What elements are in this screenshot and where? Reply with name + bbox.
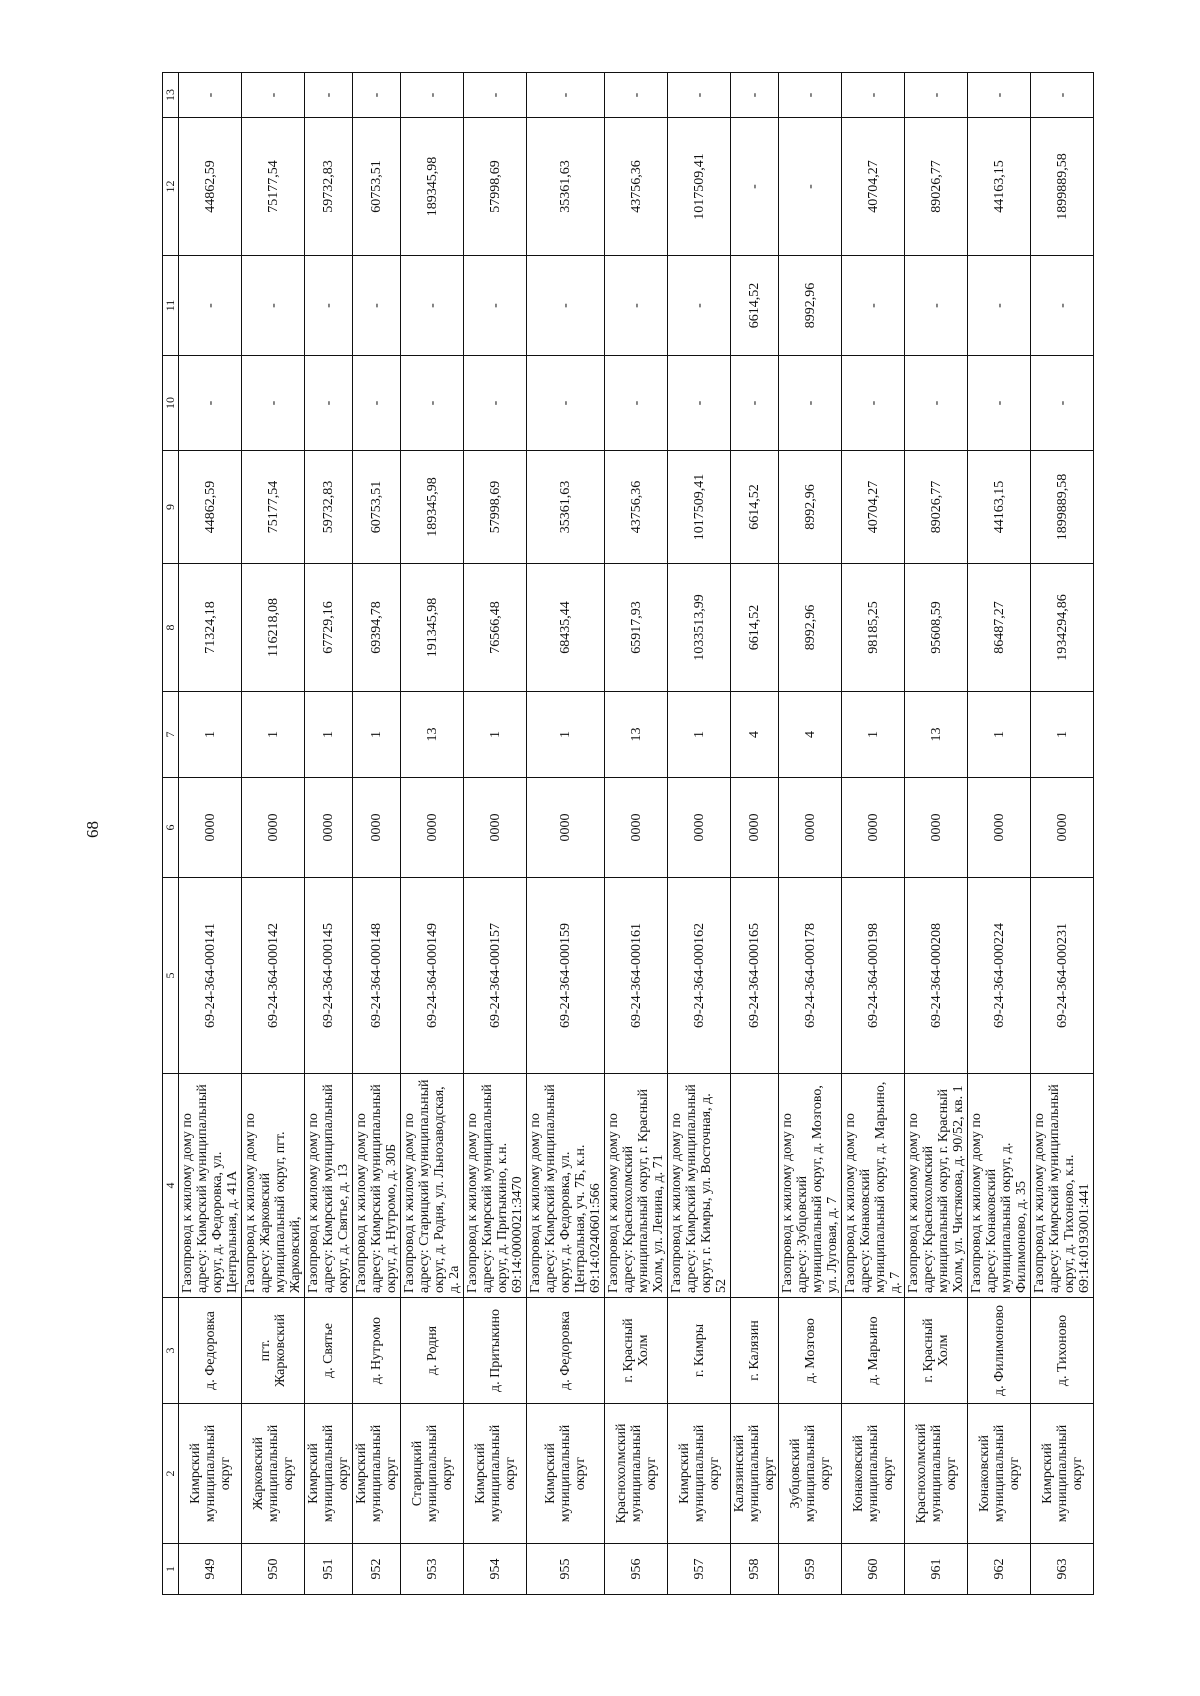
col9-cell: 59732,83 — [305, 451, 353, 564]
district-cell: Старицкий муниципальный округ — [401, 1404, 464, 1544]
locality-cell: г. Красный Холм — [605, 1298, 668, 1404]
column-number-9: 9 — [163, 451, 179, 564]
col10-cell: - — [905, 356, 968, 451]
district-cell: Конаковский муниципальный округ — [842, 1404, 905, 1544]
col6-cell: 0000 — [779, 778, 842, 878]
col12-cell: - — [731, 118, 779, 256]
district-cell: Конаковский муниципальный округ — [968, 1404, 1031, 1544]
locality-cell: г. Красный Холм — [905, 1298, 968, 1404]
col9-cell: 40704,27 — [842, 451, 905, 564]
col11-cell: - — [1031, 256, 1094, 356]
object-description-cell: Газопровод к жилому дому по адресу: Конаковский муниципальный округ, д. Марьино, д. 7 — [842, 1074, 905, 1298]
col6-cell: 0000 — [905, 778, 968, 878]
col12-cell: 189345,98 — [401, 118, 464, 256]
col11-cell: - — [464, 256, 527, 356]
col10-cell: - — [842, 356, 905, 451]
table-row — [464, 73, 527, 1595]
col11-cell: - — [353, 256, 401, 356]
col8-cell: 86487,27 — [968, 564, 1031, 692]
col13-cell: - — [731, 73, 779, 118]
col10-cell: - — [605, 356, 668, 451]
col13-cell: - — [353, 73, 401, 118]
col11-cell: - — [605, 256, 668, 356]
locality-cell: д. Тихоново — [1031, 1298, 1094, 1404]
col9-cell: 1899889,58 — [1031, 451, 1094, 564]
col9-cell: 189345,98 — [401, 451, 464, 564]
col6-cell: 0000 — [401, 778, 464, 878]
col12-cell: - — [779, 118, 842, 256]
col10-cell: - — [353, 356, 401, 451]
col7-cell: 13 — [401, 692, 464, 778]
object-description-cell: Газопровод к жилому дому по адресу: Кимрский муниципальный округ, д. Святье, д. 13 — [305, 1074, 353, 1298]
locality-cell: д. Федоровка — [179, 1298, 242, 1404]
object-description-cell: Газопровод к жилому дому по адресу: Кимрский муниципальный округ, д. Федоровка, ул. Центральная, д. 41А — [179, 1074, 242, 1298]
locality-cell: г. Калязин — [731, 1298, 779, 1404]
col10-cell: - — [527, 356, 605, 451]
locality-cell: д. Марьино — [842, 1298, 905, 1404]
col8-cell: 65917,93 — [605, 564, 668, 692]
locality-cell: д. Притыкино — [464, 1298, 527, 1404]
col13-cell: - — [527, 73, 605, 118]
rotated-table-container — [162, 73, 1092, 1595]
table-row — [968, 73, 1031, 1595]
col11-cell: - — [242, 256, 305, 356]
locality-cell: д. Святье — [305, 1298, 353, 1404]
col8-cell: 95608,59 — [905, 564, 968, 692]
row-number: 962 — [968, 1544, 1031, 1595]
column-number-3: 3 — [163, 1298, 179, 1404]
object-code-cell: 69-24-364-000165 — [731, 878, 779, 1074]
col10-cell: - — [1031, 356, 1094, 451]
col11-cell: 6614,52 — [731, 256, 779, 356]
col6-cell: 0000 — [242, 778, 305, 878]
column-number-6: 6 — [163, 778, 179, 878]
district-cell: Кимрский муниципальный округ — [464, 1404, 527, 1544]
col11-cell: - — [305, 256, 353, 356]
object-code-cell: 69-24-364-000198 — [842, 878, 905, 1074]
col9-cell: 43756,36 — [605, 451, 668, 564]
row-number: 955 — [527, 1544, 605, 1595]
col8-cell: 8992,96 — [779, 564, 842, 692]
table-row — [605, 73, 668, 1595]
row-number: 949 — [179, 1544, 242, 1595]
col9-cell: 44862,59 — [179, 451, 242, 564]
col6-cell: 0000 — [968, 778, 1031, 878]
locality-cell: г. Кимры — [668, 1298, 731, 1404]
object-code-cell: 69-24-364-000141 — [179, 878, 242, 1074]
object-code-cell: 69-24-364-000159 — [527, 878, 605, 1074]
col7-cell: 1 — [179, 692, 242, 778]
col8-cell: 6614,52 — [731, 564, 779, 692]
col12-cell: 43756,36 — [605, 118, 668, 256]
col12-cell: 1899889,58 — [1031, 118, 1094, 256]
col7-cell: 1 — [1031, 692, 1094, 778]
table-row — [842, 73, 905, 1595]
district-cell: Кимрский муниципальный округ — [305, 1404, 353, 1544]
col11-cell: - — [968, 256, 1031, 356]
row-number: 954 — [464, 1544, 527, 1595]
locality-cell: д. Родня — [401, 1298, 464, 1404]
col9-cell: 75177,54 — [242, 451, 305, 564]
column-number-13: 13 — [163, 73, 179, 118]
col11-cell: - — [179, 256, 242, 356]
col10-cell: - — [731, 356, 779, 451]
col11-cell: - — [842, 256, 905, 356]
col9-cell: 1017509,41 — [668, 451, 731, 564]
column-number-11: 11 — [163, 256, 179, 356]
col7-cell: 1 — [353, 692, 401, 778]
col13-cell: - — [668, 73, 731, 118]
column-number-4: 4 — [163, 1074, 179, 1298]
col7-cell: 13 — [605, 692, 668, 778]
col10-cell: - — [305, 356, 353, 451]
col12-cell: 1017509,41 — [668, 118, 731, 256]
district-cell: Кимрский муниципальный округ — [527, 1404, 605, 1544]
col10-cell: - — [401, 356, 464, 451]
page-number: 68 — [83, 821, 102, 838]
column-number-header-row — [163, 73, 179, 1595]
col12-cell: 89026,77 — [905, 118, 968, 256]
register-table — [162, 72, 1094, 1595]
col8-cell: 71324,18 — [179, 564, 242, 692]
col7-cell: 1 — [305, 692, 353, 778]
col9-cell: 44163,15 — [968, 451, 1031, 564]
col6-cell: 0000 — [605, 778, 668, 878]
object-code-cell: 69-24-364-000224 — [968, 878, 1031, 1074]
col11-cell: - — [527, 256, 605, 356]
object-description-cell: Газопровод к жилому дому по адресу: Краснохолмский муниципальный округ, г. Красный Холм, ул. Чистякова, д. 90/52, кв. 1 — [905, 1074, 968, 1298]
object-code-cell: 69-24-364-000145 — [305, 878, 353, 1074]
col8-cell: 76566,48 — [464, 564, 527, 692]
col8-cell: 1934294,86 — [1031, 564, 1094, 692]
column-number-10: 10 — [163, 356, 179, 451]
table-body — [179, 73, 1094, 1595]
col12-cell: 44163,15 — [968, 118, 1031, 256]
col10-cell: - — [464, 356, 527, 451]
object-description-cell: Газопровод к жилому дому по адресу: Жарковский муниципальный округ, пгт. Жарковский, — [242, 1074, 305, 1298]
col8-cell: 67729,16 — [305, 564, 353, 692]
locality-cell: д. Филимоново — [968, 1298, 1031, 1404]
col7-cell: 1 — [464, 692, 527, 778]
col8-cell: 98185,25 — [842, 564, 905, 692]
column-number-2: 2 — [163, 1404, 179, 1544]
column-number-5: 5 — [163, 878, 179, 1074]
col8-cell: 191345,98 — [401, 564, 464, 692]
row-number: 960 — [842, 1544, 905, 1595]
col10-cell: - — [968, 356, 1031, 451]
col11-cell: - — [905, 256, 968, 356]
row-number: 961 — [905, 1544, 968, 1595]
col7-cell: 1 — [968, 692, 1031, 778]
col11-cell: - — [668, 256, 731, 356]
col13-cell: - — [605, 73, 668, 118]
object-description-cell: Газопровод к жилому дому по адресу: Кимрский муниципальный округ, д. Федоровка, ул. Центральная, уч. 7Б, к.н. 69:14:0240601:566 — [527, 1074, 605, 1298]
row-number: 952 — [353, 1544, 401, 1595]
col7-cell: 1 — [668, 692, 731, 778]
col12-cell: 57998,69 — [464, 118, 527, 256]
col10-cell: - — [668, 356, 731, 451]
col8-cell: 68435,44 — [527, 564, 605, 692]
object-description-cell: Газопровод к жилому дому по адресу: Кимрский муниципальный округ, г. Кимры, ул. Восточная, д. 52 — [668, 1074, 731, 1298]
table-row — [353, 73, 401, 1595]
column-number-12: 12 — [163, 118, 179, 256]
col12-cell: 35361,63 — [527, 118, 605, 256]
district-cell: Кимрский муниципальный округ — [353, 1404, 401, 1544]
object-code-cell: 69-24-364-000157 — [464, 878, 527, 1074]
row-number: 963 — [1031, 1544, 1094, 1595]
table-row — [305, 73, 353, 1595]
col12-cell: 40704,27 — [842, 118, 905, 256]
row-number: 953 — [401, 1544, 464, 1595]
col6-cell: 0000 — [668, 778, 731, 878]
table-row — [242, 73, 305, 1595]
locality-cell: пгт. Жарковский — [242, 1298, 305, 1404]
district-cell: Краснохолмский муниципальный округ — [605, 1404, 668, 1544]
column-number-8: 8 — [163, 564, 179, 692]
col12-cell: 75177,54 — [242, 118, 305, 256]
locality-cell: д. Мозгово — [779, 1298, 842, 1404]
object-code-cell: 69-24-364-000161 — [605, 878, 668, 1074]
object-description-cell: Газопровод к жилому дому по адресу: Кимрский муниципальный округ, д. Притыкино, к.н. 69:14:0000021:3470 — [464, 1074, 527, 1298]
column-number-7: 7 — [163, 692, 179, 778]
col11-cell: - — [401, 256, 464, 356]
col9-cell: 35361,63 — [527, 451, 605, 564]
col7-cell: 13 — [905, 692, 968, 778]
col13-cell: - — [401, 73, 464, 118]
col8-cell: 69394,78 — [353, 564, 401, 692]
col12-cell: 44862,59 — [179, 118, 242, 256]
col13-cell: - — [179, 73, 242, 118]
col10-cell: - — [779, 356, 842, 451]
column-number-1: 1 — [163, 1544, 179, 1595]
col7-cell: 4 — [731, 692, 779, 778]
table-row — [779, 73, 842, 1595]
col9-cell: 89026,77 — [905, 451, 968, 564]
col6-cell: 0000 — [305, 778, 353, 878]
district-cell: Кимрский муниципальный округ — [179, 1404, 242, 1544]
col13-cell: - — [779, 73, 842, 118]
object-code-cell: 69-24-364-000149 — [401, 878, 464, 1074]
locality-cell: д. Федоровка — [527, 1298, 605, 1404]
col6-cell: 0000 — [842, 778, 905, 878]
col6-cell: 0000 — [527, 778, 605, 878]
object-code-cell: 69-24-364-000178 — [779, 878, 842, 1074]
table-row — [401, 73, 464, 1595]
col10-cell: - — [179, 356, 242, 451]
object-description-cell: Газопровод к жилому дому по адресу: Зубцовский муниципальный округ, д. Мозгово, ул. Луговая, д. 7 — [779, 1074, 842, 1298]
col13-cell: - — [905, 73, 968, 118]
table-row — [1031, 73, 1094, 1595]
object-description-cell: Газопровод к жилому дому по адресу: Краснохолмский муниципальный округ, г. Красный Холм, ул. Ленина, д. 71 — [605, 1074, 668, 1298]
col11-cell: 8992,96 — [779, 256, 842, 356]
object-description-cell: Газопровод к жилому дому по адресу: Кимрский муниципальный округ, д. Тихоново, к.н. 69:14:0193001:441 — [1031, 1074, 1094, 1298]
col6-cell: 0000 — [464, 778, 527, 878]
row-number: 958 — [731, 1544, 779, 1595]
col12-cell: 60753,51 — [353, 118, 401, 256]
table-row — [905, 73, 968, 1595]
table-row — [731, 73, 779, 1595]
table-row — [179, 73, 242, 1595]
row-number: 956 — [605, 1544, 668, 1595]
object-description-cell — [731, 1074, 779, 1298]
col9-cell: 8992,96 — [779, 451, 842, 564]
col13-cell: - — [242, 73, 305, 118]
col9-cell: 6614,52 — [731, 451, 779, 564]
locality-cell: д. Нутромо — [353, 1298, 401, 1404]
object-code-cell: 69-24-364-000148 — [353, 878, 401, 1074]
object-code-cell: 69-24-364-000208 — [905, 878, 968, 1074]
row-number: 957 — [668, 1544, 731, 1595]
district-cell: Жарковский муниципальный округ — [242, 1404, 305, 1544]
table-row — [527, 73, 605, 1595]
col13-cell: - — [464, 73, 527, 118]
col13-cell: - — [968, 73, 1031, 118]
col6-cell: 0000 — [179, 778, 242, 878]
row-number: 951 — [305, 1544, 353, 1595]
col6-cell: 0000 — [731, 778, 779, 878]
object-description-cell: Газопровод к жилому дому по адресу: Кимрский муниципальный округ, д. Нутромо, д. 30Б — [353, 1074, 401, 1298]
col6-cell: 0000 — [353, 778, 401, 878]
object-description-cell: Газопровод к жилому дому по адресу: Конаковский муниципальный округ, д. Филимоново, д. 35 — [968, 1074, 1031, 1298]
object-description-cell: Газопровод к жилому дому по адресу: Старицкий муниципальный округ, д. Родня, ул. Льнозаводская, д. 2а — [401, 1074, 464, 1298]
col7-cell: 1 — [242, 692, 305, 778]
district-cell: Краснохолмский муниципальный округ — [905, 1404, 968, 1544]
row-number: 959 — [779, 1544, 842, 1595]
row-number: 950 — [242, 1544, 305, 1595]
district-cell: Кимрский муниципальный округ — [668, 1404, 731, 1544]
col8-cell: 1033513,99 — [668, 564, 731, 692]
col7-cell: 1 — [527, 692, 605, 778]
district-cell: Калязинский муниципальный округ — [731, 1404, 779, 1544]
col12-cell: 59732,83 — [305, 118, 353, 256]
table-row — [668, 73, 731, 1595]
col9-cell: 60753,51 — [353, 451, 401, 564]
object-code-cell: 69-24-364-000162 — [668, 878, 731, 1074]
col6-cell: 0000 — [1031, 778, 1094, 878]
col10-cell: - — [242, 356, 305, 451]
col13-cell: - — [1031, 73, 1094, 118]
col9-cell: 57998,69 — [464, 451, 527, 564]
col8-cell: 116218,08 — [242, 564, 305, 692]
col7-cell: 4 — [779, 692, 842, 778]
district-cell: Кимрский муниципальный округ — [1031, 1404, 1094, 1544]
district-cell: Зубцовский муниципальный округ — [779, 1404, 842, 1544]
object-code-cell: 69-24-364-000142 — [242, 878, 305, 1074]
col7-cell: 1 — [842, 692, 905, 778]
col13-cell: - — [842, 73, 905, 118]
object-code-cell: 69-24-364-000231 — [1031, 878, 1094, 1074]
col13-cell: - — [305, 73, 353, 118]
